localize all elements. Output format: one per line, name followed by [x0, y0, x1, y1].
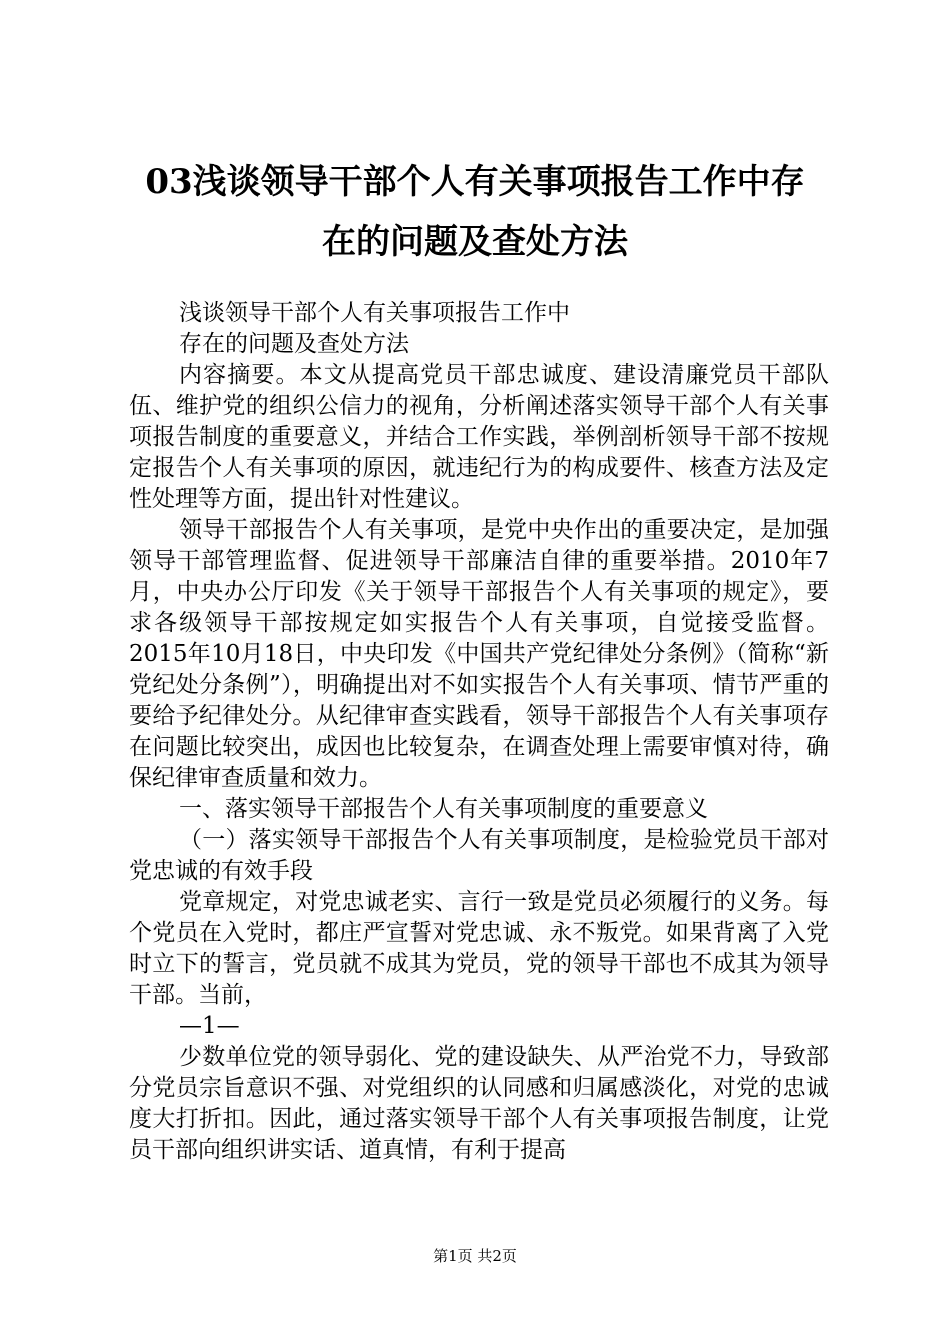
- document-title-line-1: 03浅谈领导干部个人有关事项报告工作中存: [145, 162, 805, 202]
- subtitle-line-1: 浅谈领导干部个人有关事项报告工作中: [179, 300, 570, 326]
- section-heading-1: 一、落实领导干部报告个人有关事项制度的重要意义: [179, 796, 708, 822]
- body-paragraph: 党章规定，对党忠诚老实、言行一致是党员必须履行的义务。每个党员在入党时，都庄严宣誓对党忠诚、永不叛党。如果背离了入党时立下的誓言，党员就不成其为党员，党的领导干部也不成其为领导干部。当前，: [129, 889, 829, 1008]
- page-footer: 第1页 共2页: [433, 1247, 517, 1265]
- subsection-heading-1: （一）落实领导干部报告个人有关事项制度，是检验党员干部对党忠诚的有效手段: [129, 827, 829, 884]
- abstract-paragraph: 内容摘要。本文从提高党员干部忠诚度、建设清廉党员干部队伍、维护党的组织公信力的视角，分析阐述落实领导干部个人有关事项报告制度的重要意义，并结合工作实践，举例剖析领导干部不按规定报告个人有关事项的原因，就违纪行为的构成要件、核查方法及定性处理等方面，提出针对性建议。: [129, 362, 829, 512]
- subtitle-line-2: 存在的问题及查处方法: [179, 331, 409, 357]
- body-paragraph: 少数单位党的领导弱化、党的建设缺失、从严治党不力，导致部分党员宗旨意识不强、对党组织的认同感和归属感淡化，对党的忠诚度大打折扣。因此，通过落实领导干部个人有关事项报告制度，让党员干部向组织讲实话、道真情，有利于提高: [129, 1044, 829, 1163]
- document-title-line-2: 在的问题及查处方法: [322, 222, 628, 262]
- inline-page-number: —1—: [179, 1013, 240, 1039]
- intro-paragraph: 领导干部报告个人有关事项，是党中央作出的重要决定，是加强领导干部管理监督、促进领导干部廉洁自律的重要举措。2010年7月，中央办公厅印发《关于领导干部报告个人有关事项的规定》，要求各级领导干部按规定如实报告个人有关事项，自觉接受监督。2015年10月18日，中央印发《中国共产党纪律处分条例》（简称“新党纪处分条例”），明确提出对不如实报告个人有关事项、情节严重的要给予纪律处分。从纪律审查实践看，领导干部报告个人有关事项存在问题比较突出，成因也比较复杂，在调查处理上需要审慎对待，确保纪律审查质量和效力。: [129, 517, 829, 791]
- document-body: [129, 298, 829, 1166]
